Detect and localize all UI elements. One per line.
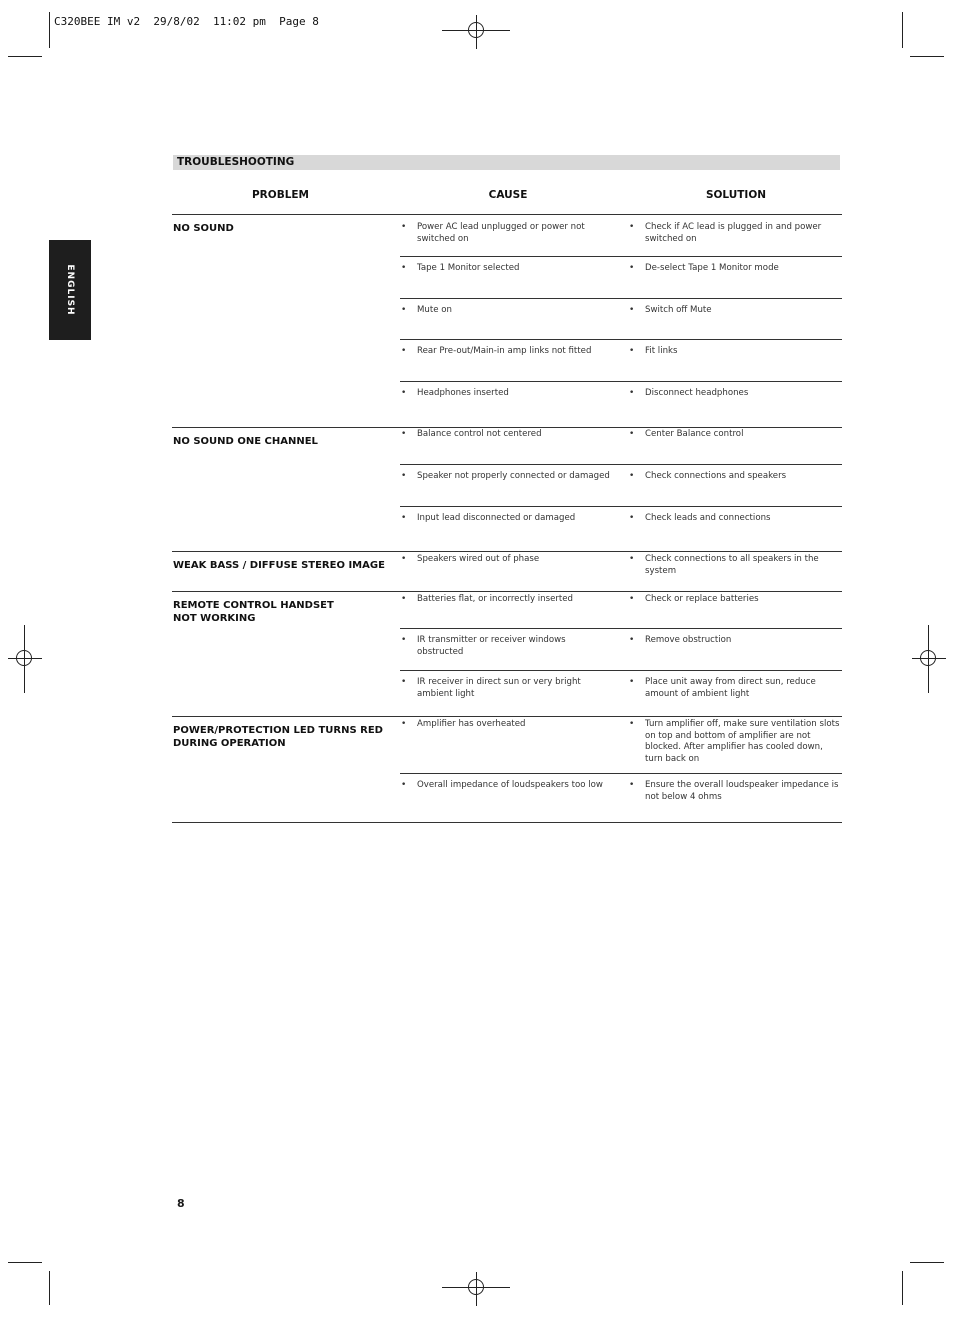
registration-mark	[16, 650, 32, 666]
row-divider	[400, 464, 842, 465]
solution-text: Switch off Mute	[645, 305, 712, 315]
bullet-icon: •	[401, 305, 407, 315]
bullet-icon: •	[401, 594, 407, 604]
bullet-icon: •	[401, 471, 407, 481]
column-header-problem: PROBLEM	[251, 189, 310, 201]
solution-cell	[629, 719, 841, 765]
registration-mark	[468, 1279, 484, 1295]
cause-cell	[401, 554, 613, 566]
solution-cell	[629, 305, 841, 317]
cause-text: Rear Pre-out/Main-in amp links not fitted	[417, 346, 592, 356]
group-divider	[172, 214, 842, 215]
cause-cell	[401, 305, 613, 317]
row-divider	[400, 628, 842, 629]
cause-text: Headphones inserted	[417, 388, 509, 398]
row-divider	[400, 670, 842, 671]
crop-mark	[910, 1262, 944, 1263]
solution-text: Check connections and speakers	[645, 471, 787, 481]
bullet-icon: •	[629, 429, 635, 439]
bullet-icon: •	[629, 594, 635, 604]
cause-cell	[401, 388, 613, 400]
solution-text: Check or replace batteries	[645, 594, 759, 604]
crop-mark	[910, 56, 944, 57]
cause-text: Speaker not properly connected or damaged	[417, 471, 610, 481]
row-divider	[400, 256, 842, 257]
solution-cell	[629, 471, 841, 483]
registration-mark	[468, 22, 484, 38]
bullet-icon: •	[401, 780, 407, 790]
bullet-icon: •	[401, 554, 407, 564]
problem-label: NO SOUND	[173, 223, 234, 234]
bullet-icon: •	[629, 719, 635, 729]
cause-cell	[401, 513, 613, 525]
problem-label: NO SOUND ONE CHANNEL	[173, 436, 318, 447]
cause-text: Overall impedance of loudspeakers too low	[417, 780, 603, 790]
table-bottom-rule	[172, 822, 842, 823]
language-tab	[49, 240, 91, 340]
solution-cell	[629, 677, 841, 700]
cause-text: Power AC lead unplugged or power not switched on	[417, 222, 585, 244]
solution-cell	[629, 780, 841, 803]
bullet-icon: •	[629, 263, 635, 273]
solution-text: Place unit away from direct sun, reduce amount of ambient light	[645, 677, 816, 699]
bullet-icon: •	[401, 346, 407, 356]
cause-cell	[401, 471, 613, 483]
bullet-icon: •	[401, 635, 407, 645]
cause-text: Input lead disconnected or damaged	[417, 513, 576, 523]
cause-cell	[401, 635, 613, 658]
bullet-icon: •	[401, 429, 407, 439]
crop-mark	[902, 12, 903, 48]
bullet-icon: •	[629, 677, 635, 687]
row-divider	[400, 298, 842, 299]
solution-cell	[629, 635, 841, 647]
solution-text: Remove obstruction	[645, 635, 732, 645]
bullet-icon: •	[629, 222, 635, 232]
solution-text: Fit links	[645, 346, 678, 356]
solution-cell	[629, 554, 841, 577]
cause-cell	[401, 222, 613, 245]
bullet-icon: •	[629, 635, 635, 645]
cause-text: Mute on	[417, 305, 452, 315]
cause-text: Batteries flat, or incorrectly inserted	[417, 594, 574, 604]
bullet-icon: •	[629, 513, 635, 523]
solution-cell	[629, 346, 841, 358]
group-divider	[172, 591, 842, 592]
solution-cell	[629, 222, 841, 245]
solution-text: Check leads and connections	[645, 513, 771, 523]
cause-text: Amplifier has overheated	[417, 719, 526, 729]
bullet-icon: •	[401, 263, 407, 273]
row-divider	[400, 506, 842, 507]
cause-cell	[401, 719, 613, 731]
solution-cell	[629, 513, 841, 525]
cause-cell	[401, 429, 613, 441]
registration-mark	[920, 650, 936, 666]
cause-cell	[401, 263, 613, 275]
solution-text: De-select Tape 1 Monitor mode	[645, 263, 779, 273]
row-divider	[400, 773, 842, 774]
row-divider	[400, 381, 842, 382]
problem-label: POWER/PROTECTION LED TURNS RED DURING OPERATION	[173, 725, 383, 749]
language-tab-label: ENGLISH	[65, 264, 75, 316]
crop-mark	[902, 1271, 903, 1305]
crop-mark	[49, 12, 50, 48]
solution-cell	[629, 429, 841, 441]
problem-label: WEAK BASS / DIFFUSE STEREO IMAGE	[173, 560, 385, 571]
bullet-icon: •	[629, 346, 635, 356]
solution-text: Ensure the overall loudspeaker impedance is not below 4 ohms	[645, 780, 839, 802]
cause-text: IR receiver in direct sun or very bright ambient light	[417, 677, 581, 699]
cause-text: Speakers wired out of phase	[417, 554, 540, 564]
solution-text: Check if AC lead is plugged in and power switched on	[645, 222, 822, 244]
bullet-icon: •	[401, 719, 407, 729]
cause-cell	[401, 780, 613, 792]
group-divider	[172, 427, 842, 428]
group-divider	[172, 716, 842, 717]
solution-cell	[629, 263, 841, 275]
bullet-icon: •	[629, 388, 635, 398]
cause-text: Balance control not centered	[417, 429, 542, 439]
section-title: TROUBLESHOOTING	[177, 156, 295, 168]
solution-text: Disconnect headphones	[645, 388, 749, 398]
column-header-solution: SOLUTION	[705, 189, 767, 201]
crop-mark	[8, 56, 42, 57]
cause-text: IR transmitter or receiver windows obstructed	[417, 635, 566, 657]
bullet-icon: •	[629, 305, 635, 315]
print-slug: C320BEE IM v2 29/8/02 11:02 pm Page 8	[54, 15, 319, 28]
bullet-icon: •	[629, 780, 635, 790]
crop-mark	[49, 1271, 50, 1305]
solution-text: Turn amplifier off, make sure ventilation slots on top and bottom of amplifier are not blocked. After amplifier has cooled down, turn back on	[645, 719, 840, 764]
cause-cell	[401, 677, 613, 700]
column-header-cause: CAUSE	[488, 189, 528, 201]
bullet-icon: •	[401, 222, 407, 232]
bullet-icon: •	[629, 554, 635, 564]
solution-text: Center Balance control	[645, 429, 744, 439]
solution-cell	[629, 594, 841, 606]
solution-text: Check connections to all speakers in the system	[645, 554, 819, 576]
bullet-icon: •	[401, 388, 407, 398]
page-number: 8	[177, 1197, 185, 1210]
cause-cell	[401, 346, 613, 358]
bullet-icon: •	[401, 677, 407, 687]
solution-cell	[629, 388, 841, 400]
cause-cell	[401, 594, 613, 606]
crop-mark	[8, 1262, 42, 1263]
row-divider	[400, 339, 842, 340]
bullet-icon: •	[401, 513, 407, 523]
cause-text: Tape 1 Monitor selected	[417, 263, 520, 273]
section-header-bar	[173, 155, 840, 170]
bullet-icon: •	[629, 471, 635, 481]
group-divider	[172, 551, 842, 552]
problem-label: REMOTE CONTROL HANDSET NOT WORKING	[173, 600, 334, 624]
